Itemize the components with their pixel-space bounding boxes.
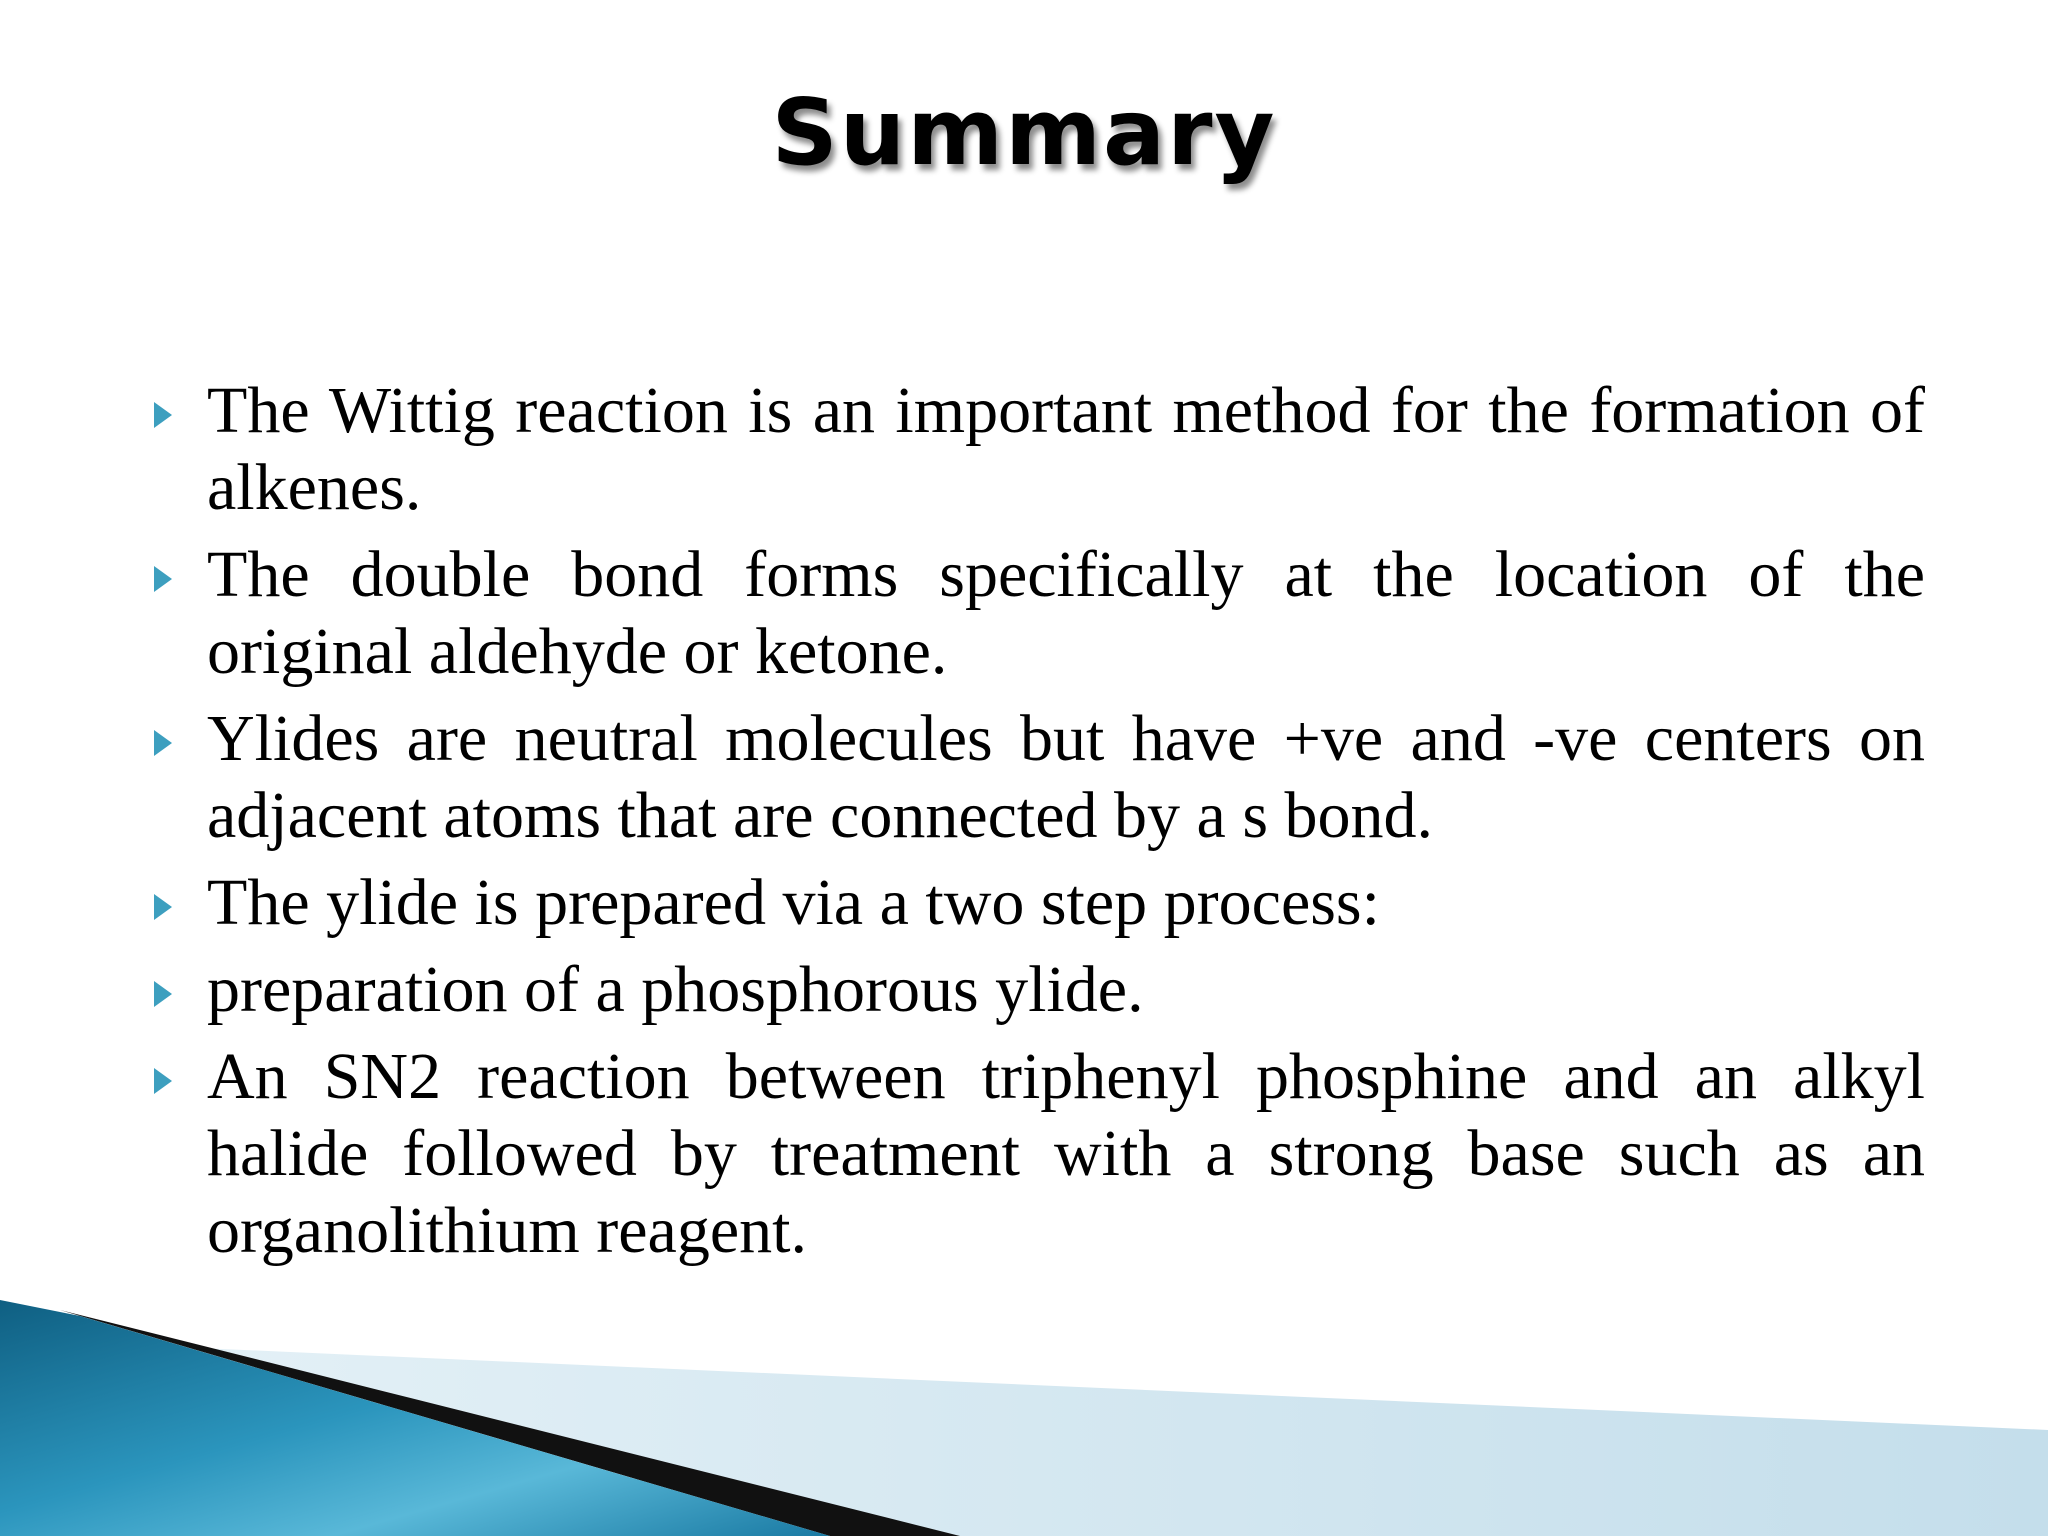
bullet-text: The ylide is prepared via a two step process:: [207, 866, 1380, 939]
bullet-text: preparation of a phosphorous ylide.: [207, 953, 1144, 1026]
bullet-item: [145, 864, 1925, 941]
bullet-text: An SN2 reaction between triphenyl phosphine and an alkyl halide followed by treatment with a strong base such as an organolithium reagent.: [207, 1040, 1925, 1267]
triangle-bullet-icon: [154, 981, 172, 1007]
triangle-bullet-icon: [154, 402, 172, 428]
triangle-bullet-icon: [154, 566, 172, 592]
bullet-item: [145, 536, 1925, 690]
decorative-swoosh: [0, 1280, 2048, 1536]
bullet-list: [145, 372, 1925, 1279]
triangle-bullet-icon: [154, 1068, 172, 1094]
triangle-bullet-icon: [154, 730, 172, 756]
slide-title: Summary: [771, 79, 1277, 186]
bullet-text: The double bond forms specifically at the location of the original aldehyde or ketone.: [207, 538, 1925, 688]
bullet-text: The Wittig reaction is an important method for the formation of alkenes.: [207, 374, 1925, 524]
bullet-item: [145, 1038, 1925, 1269]
triangle-bullet-icon: [154, 894, 172, 920]
bullet-text: Ylides are neutral molecules but have +ve and -ve centers on adjacent atoms that are connected by a s bond.: [207, 702, 1925, 852]
bullet-item: [145, 700, 1925, 854]
bullet-item: [145, 372, 1925, 526]
bullet-item: [145, 951, 1925, 1028]
